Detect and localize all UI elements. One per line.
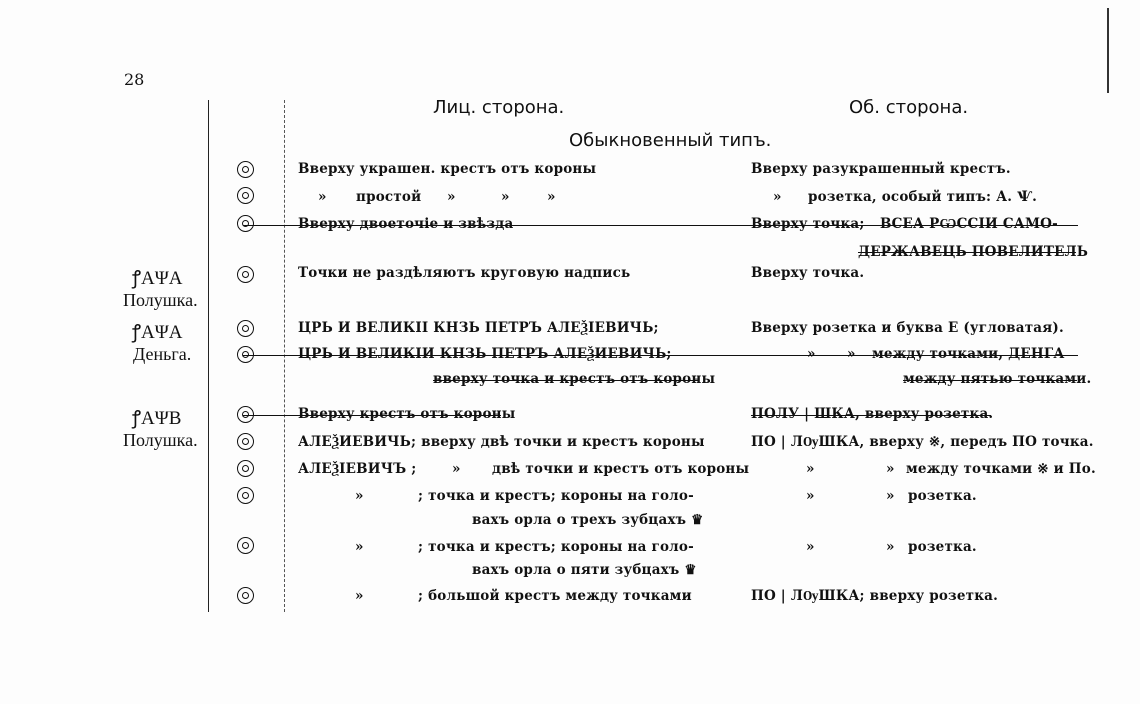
- row-11-obverse-ditto: »: [355, 539, 364, 555]
- row-3-reverse-legend: ВСЕА РѠССІИ САМО-: [880, 216, 1058, 232]
- ring-mark-icon: [237, 266, 254, 283]
- row-2-obverse-ditto: »: [318, 189, 327, 205]
- row-10-reverse-ditto: »: [806, 488, 815, 504]
- row-5-obverse: ЦРЬ И ВЕЛИКІІ КНЗЬ ПЕТРЪ АЛЕѮІЕВИЧЬ;: [298, 320, 659, 336]
- row-2-reverse-ditto: »: [773, 189, 782, 205]
- row-9-obverse-cont: двѣ точки и крестъ отъ короны: [492, 461, 750, 477]
- row-8-obverse: АЛЕѮИЕВИЧЬ; вверху двѣ точки и крестъ короны: [298, 434, 705, 450]
- row-7-obverse: Вверху крестъ отъ короны: [298, 406, 516, 422]
- ring-mark-icon: [237, 487, 254, 504]
- ring-mark-icon: [237, 187, 254, 204]
- row-2-obverse-ditto: »: [501, 189, 510, 205]
- row-11-reverse-ditto: »: [886, 539, 895, 555]
- row-10-obverse: ; точка и крестъ; короны на голо-: [418, 488, 694, 504]
- row-10-obverse-ditto: »: [355, 488, 364, 504]
- row-7-reverse: ПОЛУ | ШКА, вверху розетка.: [751, 406, 994, 422]
- strike-through-line: [243, 355, 1078, 356]
- row-4-reverse: Вверху точка.: [751, 265, 865, 281]
- year-1: ꝭАΨА: [132, 268, 183, 289]
- ring-mark-icon: [237, 215, 254, 232]
- row-6-reverse-ditto: »: [807, 346, 816, 362]
- row-12-obverse-ditto: »: [355, 588, 364, 604]
- year-3: ꝭАΨВ: [132, 408, 182, 429]
- row-3-reverse-legend-cont: ДЕРЖАВЕЦЬ ПОВЕЛИТЕЛЬ: [858, 244, 1089, 260]
- row-2-obverse-ditto: »: [447, 189, 456, 205]
- row-3-obverse: Вверху двоеточіе и звѣзда: [298, 216, 514, 232]
- year-2: ꝭАΨА: [132, 322, 183, 343]
- row-12-reverse: ПО | ЛѸШКА; вверху розетка.: [751, 588, 999, 604]
- row-10-reverse-ditto: »: [886, 488, 895, 504]
- row-2-reverse: розетка, особый типъ: А. Ѱ.: [808, 189, 1037, 205]
- row-8-reverse: ПО | ЛѸШКА, вверху ※, передъ ПО точка.: [751, 434, 1094, 450]
- denomination-1: Полушка.: [123, 290, 198, 310]
- row-11-obverse: ; точка и крестъ; короны на голо-: [418, 539, 694, 555]
- strike-through-line: [751, 415, 991, 416]
- row-11-obverse-cont: вахъ орла о пяти зубцахъ ♛: [472, 562, 697, 578]
- page-number: 28: [124, 70, 145, 89]
- strike-through-line: [858, 252, 1076, 253]
- strike-through-line: [243, 415, 501, 416]
- denomination-3: Полушка.: [123, 430, 198, 450]
- row-1-obverse: Вверху украшен. крестъ отъ короны: [298, 161, 597, 177]
- ring-mark-icon: [237, 433, 254, 450]
- row-3-reverse: Вверху точка;: [751, 216, 865, 232]
- ring-mark-icon: [237, 320, 254, 337]
- column-rule-left: [208, 100, 209, 612]
- ring-mark-icon: [237, 460, 254, 477]
- header-obverse: Лиц. сторона.: [433, 97, 565, 118]
- row-11-reverse-ditto: »: [806, 539, 815, 555]
- row-6-obverse-cont: вверху точка и крестъ отъ короны: [433, 371, 716, 387]
- row-2-obverse: простой: [356, 189, 422, 205]
- denomination-2: Деньга.: [133, 344, 192, 364]
- strike-through-line: [433, 380, 698, 381]
- row-4-obverse: Точки не раздѣляютъ круговую надпись: [298, 265, 631, 281]
- ring-mark-icon: [237, 587, 254, 604]
- row-1-reverse: Вверху разукрашенный крестъ.: [751, 161, 1011, 177]
- row-6-reverse-cont: между пятью точками.: [903, 371, 1092, 387]
- strike-through-line: [903, 380, 1077, 381]
- row-6-reverse: между точками, ДЕНГА: [872, 346, 1065, 362]
- row-12-obverse: ; большой крестъ между точками: [418, 588, 692, 604]
- row-6-obverse: ЦРЬ И ВЕЛИКІИ КНЗЬ ПЕТРЪ АЛЕѮИЕВИЧЬ;: [298, 346, 672, 362]
- row-10-obverse-cont: вахъ орла о трехъ зубцахъ ♛: [472, 512, 704, 528]
- header-reverse: Об. сторона.: [849, 97, 969, 118]
- row-2-obverse-ditto: »: [547, 189, 556, 205]
- scan-edge-mark: [1107, 8, 1109, 93]
- row-9-reverse: между точками ※ и По.: [906, 461, 1096, 477]
- row-9-reverse-ditto: »: [806, 461, 815, 477]
- ring-mark-icon: [237, 537, 254, 554]
- row-5-reverse: Вверху розетка и буква Е (угловатая).: [751, 320, 1064, 336]
- strike-through-line: [243, 225, 1078, 226]
- ring-mark-icon: [237, 161, 254, 178]
- row-9-obverse: АЛЕѮІЕВИЧЪ ;: [298, 461, 417, 477]
- row-9-obverse-ditto: »: [452, 461, 461, 477]
- column-rule-middle: [284, 100, 285, 612]
- row-6-reverse-ditto: »: [847, 346, 856, 362]
- row-9-reverse-ditto: »: [886, 461, 895, 477]
- row-11-reverse: розетка.: [908, 539, 977, 555]
- header-type: Обыкновенный типъ.: [569, 130, 772, 151]
- row-10-reverse: розетка.: [908, 488, 977, 504]
